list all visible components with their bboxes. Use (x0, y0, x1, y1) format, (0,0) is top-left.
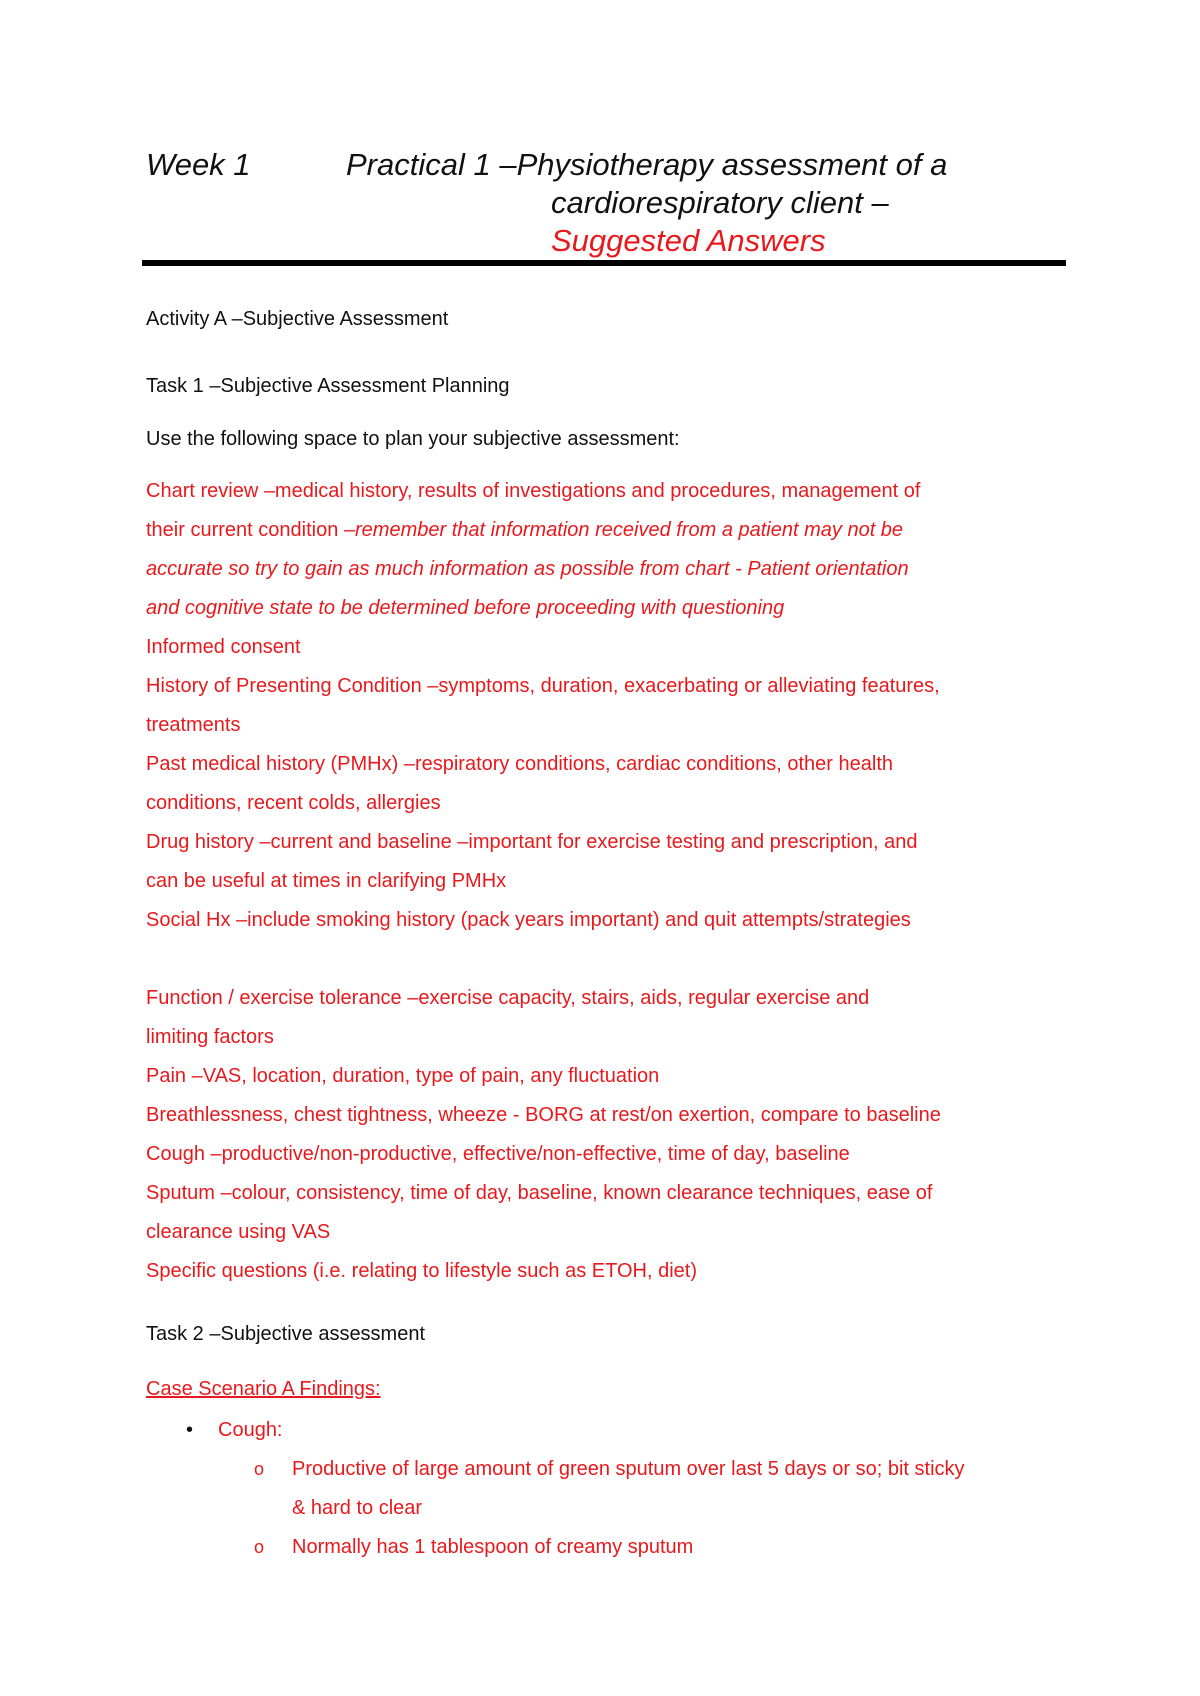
title-line-1: Practical 1 –Physiotherapy assessment of a (346, 147, 948, 182)
bullet-cough-label: Cough: (218, 1419, 283, 1441)
answer-hpc-line-2: treatments (146, 714, 241, 736)
answer-informed-consent: Informed consent (146, 636, 301, 658)
title-divider (142, 260, 1066, 266)
title-line-2: cardiorespiratory client – (551, 185, 889, 220)
title-suggested-answers: Suggested Answers (551, 223, 826, 258)
week-label: Week 1 (146, 147, 251, 182)
answer-chart-review-line-4: and cognitive state to be determined before proceeding with questioning (146, 597, 785, 619)
answer-sputum-line-2: clearance using VAS (146, 1221, 331, 1243)
answer-pmhx-line-1: Past medical history (PMHx) –respiratory conditions, cardiac conditions, other health (146, 753, 893, 775)
sub-bullet-normal-sputum: Normally has 1 tablespoon of creamy sputum (292, 1536, 694, 1558)
answer-chart-review-line-2b: remember that information received from a patient may not be (355, 519, 904, 541)
answer-drug-line-2: can be useful at times in clarifying PMHx (146, 870, 507, 892)
case-scenario-heading: Case Scenario A Findings: (146, 1378, 381, 1400)
answer-chart-review-line-2 (146, 518, 903, 542)
answer-hpc-line-1: History of Presenting Condition –symptoms, duration, exacerbating or alleviating features, (146, 675, 940, 697)
bullet-icon: • (186, 1419, 194, 1441)
task-1-heading: Task 1 –Subjective Assessment Planning (146, 375, 510, 397)
sub-bullet-productive-line-2: & hard to clear (292, 1497, 423, 1519)
sub-bullet-icon: o (254, 1459, 265, 1479)
answer-cough: Cough –productive/non-productive, effective/non-effective, time of day, baseline (146, 1143, 850, 1165)
sub-bullet-productive-line-1: Productive of large amount of green sputum over last 5 days or so; bit sticky (292, 1458, 965, 1480)
practical-title (346, 146, 1066, 260)
sub-bullet-icon: o (254, 1537, 265, 1557)
task-1-prompt: Use the following space to plan your subjective assessment: (146, 428, 680, 450)
answer-pmhx-line-2: conditions, recent colds, allergies (146, 792, 441, 814)
task-2-heading: Task 2 –Subjective assessment (146, 1323, 426, 1345)
answer-social-hx: Social Hx –include smoking history (pack years important) and quit attempts/strategies (146, 909, 911, 931)
answer-pain: Pain –VAS, location, duration, type of pain, any fluctuation (146, 1065, 660, 1087)
answer-function-line-1: Function / exercise tolerance –exercise capacity, stairs, aids, regular exercise and (146, 987, 870, 1009)
answer-chart-review-line-1: Chart review –medical history, results of investigations and procedures, management of (146, 480, 921, 502)
answer-chart-review-line-3: accurate so try to gain as much information as possible from chart - Patient orientation (146, 558, 909, 580)
answer-specific-questions: Specific questions (i.e. relating to lifestyle such as ETOH, diet) (146, 1260, 697, 1282)
answer-function-line-2: limiting factors (146, 1026, 274, 1048)
answer-breathlessness: Breathlessness, chest tightness, wheeze - BORG at rest/on exertion, compare to baseline (146, 1104, 941, 1126)
activity-a-heading: Activity A –Subjective Assessment (146, 308, 449, 330)
answer-sputum-line-1: Sputum –colour, consistency, time of day, baseline, known clearance techniques, ease of (146, 1182, 933, 1204)
answer-drug-line-1: Drug history –current and baseline –important for exercise testing and prescription, and (146, 831, 918, 853)
answer-chart-review-line-2a: their current condition – (146, 519, 356, 541)
